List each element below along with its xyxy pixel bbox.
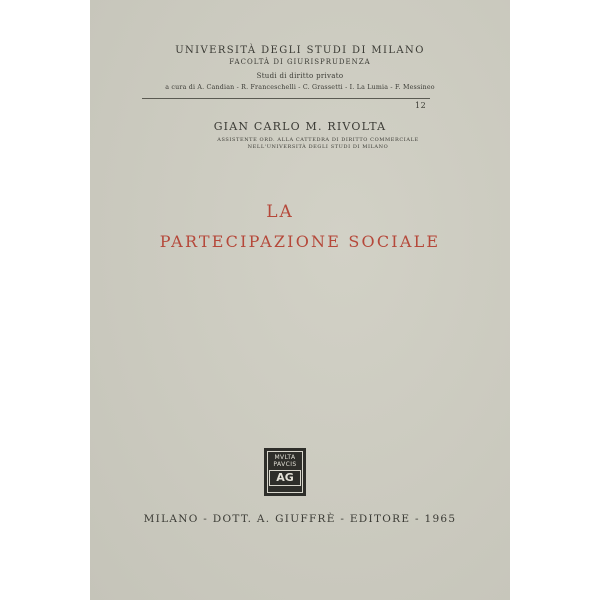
- divider-rule: [142, 98, 430, 99]
- series-editors: a cura di A. Candian - R. Franceschelli - C. Grassetti - I. La Lumia - F. Messineo: [165, 84, 435, 91]
- book-title-line2: PARTECIPAZIONE SOCIALE: [159, 232, 441, 251]
- logo-motto-line1: MVLTA: [274, 454, 296, 461]
- series-name: Studi di diritto privato: [256, 72, 344, 80]
- author-name: GIAN CARLO M. RIVOLTA: [213, 120, 387, 133]
- book-title-line1: LA: [266, 202, 294, 222]
- author-role-line2: NELL'UNIVERSITÀ DEGLI STUDI DI MILANO: [247, 144, 389, 150]
- university-name: UNIVERSITÀ DEGLI STUDI DI MILANO: [175, 45, 425, 56]
- logo-monogram: AG: [269, 470, 301, 486]
- book-cover: [90, 0, 510, 600]
- publisher-logo: [264, 448, 306, 496]
- logo-motto-line2: PAVCIS: [273, 461, 297, 468]
- faculty-name: FACOLTÀ DI GIURISPRUDENZA: [229, 58, 371, 66]
- logo-frame: [267, 451, 303, 493]
- author-role-line1: ASSISTENTE ORD. ALLA CATTEDRA DI DIRITTO COMMERCIALE: [217, 137, 419, 143]
- publisher-imprint: MILANO - DOTT. A. GIUFFRÈ - EDITORE - 1965: [143, 513, 457, 525]
- volume-number: 12: [415, 101, 427, 110]
